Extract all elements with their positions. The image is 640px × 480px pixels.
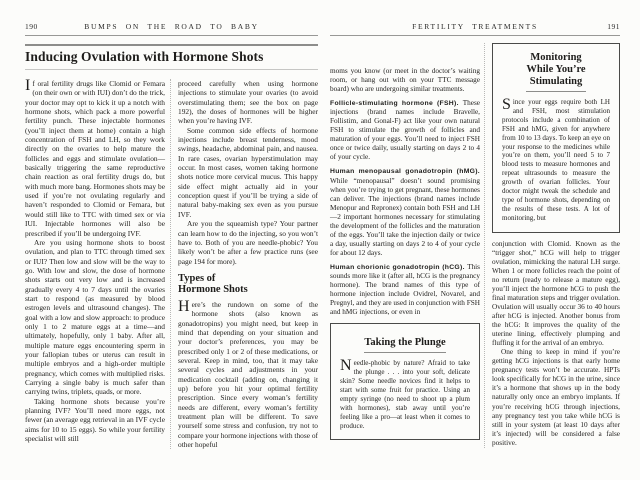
body-paragraph: Human chorionic gonadotropin (hCG). This sounds more like it (after all, hCG is the pregnancy hormone). The brand names of this type of hormone injection include Ovidrel, Novarel, and Pregnyl, and they are used in conjunction with FSH and hMG injections, or even in [330, 262, 481, 317]
drop-cap: N [340, 357, 352, 375]
body-paragraph: proceed carefully when using hormone injections to stimulate your ovaries (to avoid overstimulating them; see the box on page 192), the doses of hormones will be higher when you’re having IVF. [178, 79, 318, 126]
box-title: Monitoring While You’re Stimulating [526, 52, 585, 92]
body-paragraph: Are you the squeamish type? Your partner can learn how to do the injecting, so you won’t have to. Both of you are needle-phobic? You likely won’t be after a few practice runs (see page 194 for more). [178, 219, 318, 266]
page-number: 191 [607, 22, 620, 31]
sidebar-box [492, 43, 620, 233]
box-paragraph: Needle-phobic by nature? Afraid to take the plunge . . . into your soft, delicate skin? Some needle novices find it helps to start with some fruit for practice. Using an empty syringe (no need to shoot up a plum with hormones), stab away until you’re feeling like a pro—at least when it comes to produce. [340, 357, 470, 430]
box-title: Taking the Plunge [364, 337, 445, 353]
page-number: 190 [25, 22, 38, 31]
right-page-body [330, 43, 620, 448]
lead-in-heading: Human menopausal gonadotropin (hMG). [330, 168, 480, 176]
drop-cap: S [502, 96, 511, 113]
body-paragraph: Human menopausal gonadotropin (hMG). While “menopausal” doesn’t sound promising when you’re trying to get pregnant, these hormones can deliver. The injections (brand names include Menopur and Repronex) contain both FSH and LH—2 important hormones necessary for stimulating the development of the follicles and the maturation of the eggs. You’ll take the injection daily or twice a day, usually starting on days 2 to 4 of your cycle for about 12 days. [330, 168, 480, 257]
body-paragraph: Are you using hormone shots to boost ovulation, and plan to TTC through timed sex or IUI? Then low and slow will be the way to go. With low and slow, the dose of hormone shots starts out very low and is increased gradually every 4 to 7 days until the ovaries start to respond (as measured by blood estrogen levels and ultrasound changes). The goal with a low and slow approach: to produce only 1 to 2 mature eggs at a time—and ultimately, hopefully, only 1 baby. After all, multiple mature eggs encountering sperm in your fallopian tubes or uterus can result in multiple embryos and a high-order multiple pregnancy, which comes with multiplied risks. Carrying a single baby is much safer than carrying twins, triplets, quads, or more. [25, 237, 165, 397]
right-page [330, 22, 620, 448]
right-page-header [330, 22, 620, 32]
box-paragraph: Since your eggs require both LH and FSH, most stimulation protocols include a combination of FSH and hMG, given for anywhere from 10 to 13 days. To keep an eye on your response to the medicines while you’re on them, you’ll need 5 to 7 blood tests to measure hormones and repeat ultrasounds to measure the growth of ovarian follicles. Your doctor might tweak the schedule and type of hormone shots, depending on the results of these tests. A lot of monitoring, but [502, 96, 610, 222]
section-title-block [25, 44, 318, 70]
title-rule-bottom [25, 69, 318, 70]
body-paragraph: conjunction with Clomid. Known as the “trigger shot,” hCG will help to trigger ovulation, mimicking the natural LH surge. When 1 or more follicles reach the point of no return (ready to release a mature egg), you’ll inject the hormone hCG to push the final maturation steps and trigger ovulation. Ovulation will usually occur 36 to 40 hours after hCG is injected. Another bonus from the hCG: It improves the quality of the uterine lining, effectively plumping and fluffing it for the arrival of an embryo. [492, 239, 620, 348]
left-page [25, 22, 318, 449]
left-page-header [25, 22, 318, 32]
drop-cap: H [178, 297, 190, 315]
running-head: BUMPS ON THE ROAD TO BABY [84, 22, 259, 31]
running-head: FERTILITY TREATMENTS [412, 22, 538, 31]
body-paragraph: Here’s the rundown on some of the hormone shots (also known as gonadotropins) you might need, but keep in mind that depending on your situation and your doctor’s preferences, you may be prescribed only 1 or 2 of these medications, or several. Keep in mind, too, that it may take several cycles and adjustments in your medication cocktail (adding on, changing it up) before you hit your optimal fertility prescription. Since every woman’s fertility needs are different, every woman’s fertility treatment plan will be different. To save yourself some stress and confusion, try not to compare your hormone injections with those of other hopeful [178, 297, 318, 450]
header-rule [25, 35, 318, 36]
box-title-row [502, 52, 610, 92]
lead-in-heading: Follicle-stimulating hormone (FSH). [330, 100, 463, 108]
section-subheading: Types of Hormone Shots [178, 272, 248, 296]
body-paragraph: Follicle-stimulating hormone (FSH). These injections (brand names include Bravelle, Follistim, and Gonal-F) act like your own natural FSH to stimulate the growth of follicles and maturation of your eggs. You’ll need to inject FSH once or twice daily, usually starting on days 2 to 4 of your cycle. [330, 99, 480, 162]
body-paragraph: One thing to keep in mind if you’re getting hCG injections is that early home pregnancy tests won’t be accurate. HPTs look specifically for hCG in the urine, since it’s a hormone that shows up in the body naturally only once an embryo implants. If you’re receiving hCG through injections, any pregnancy test you take while hCG is still in your system (at least 10 days after it’s injected) will be considered a false positive. [492, 348, 620, 447]
section-title: Inducing Ovulation with Hormone Shots [25, 49, 264, 64]
sidebar-box [330, 323, 480, 440]
body-paragraph: If oral fertility drugs like Clomid or Femara (on their own or with IUI) don’t do the trick, your doctor may opt to kick it up a notch with hormone shots, which pack a more powerful fertility punch. These injectable hormones (you’ll inject them at home) contain a high concentration of FSH and LH, so they work directly on the ovaries to help mature the follicles and eggs and stimulate ovulation—basically triggering the same reproductive chain reaction as oral fertility drugs do, but with much more bang. Hormones shots may be used if you’re not ovulating regularly and haven’t responded to Clomid or Femara, but would still like to TTC with timed sex or via IUI. Injectable hormones will also be prescribed if you’ll be undergoing IVF. [25, 77, 165, 238]
text-column [170, 79, 318, 449]
drop-cap: I [25, 77, 31, 94]
title-rule-top [25, 44, 318, 46]
box-title-row [340, 332, 470, 353]
left-page-body [25, 79, 318, 449]
body-paragraph: Some common side effects of hormone injections include breast tenderness, mood swings, headache, abdominal pain, and nausea. In rare cases, ovarian hyperstimulation may occur. In most cases, women taking hormone shots notice more cervical mucus. This happy side effect might actually aid in your conception quest if you’ll be trying a side of natural baby-making sex even as you pursue IVF. [178, 125, 318, 219]
lead-in-heading: Human chorionic gonadotropin (hCG). [330, 263, 468, 271]
text-column [25, 79, 165, 443]
body-paragraph: Taking hormone shots because you’re planning IVF? You’ll need more eggs, not fewer (an average egg retrieval in an IVF cycle aims for 10 to 15 eggs). So while your fertility specialist will still [25, 396, 165, 444]
body-paragraph: moms you know (or meet in the doctor’s waiting room, or hang out with on your TTC message board) who are undergoing similar treatments. [330, 67, 480, 94]
header-rule [330, 35, 620, 36]
text-column [484, 43, 620, 448]
text-column [330, 43, 480, 447]
